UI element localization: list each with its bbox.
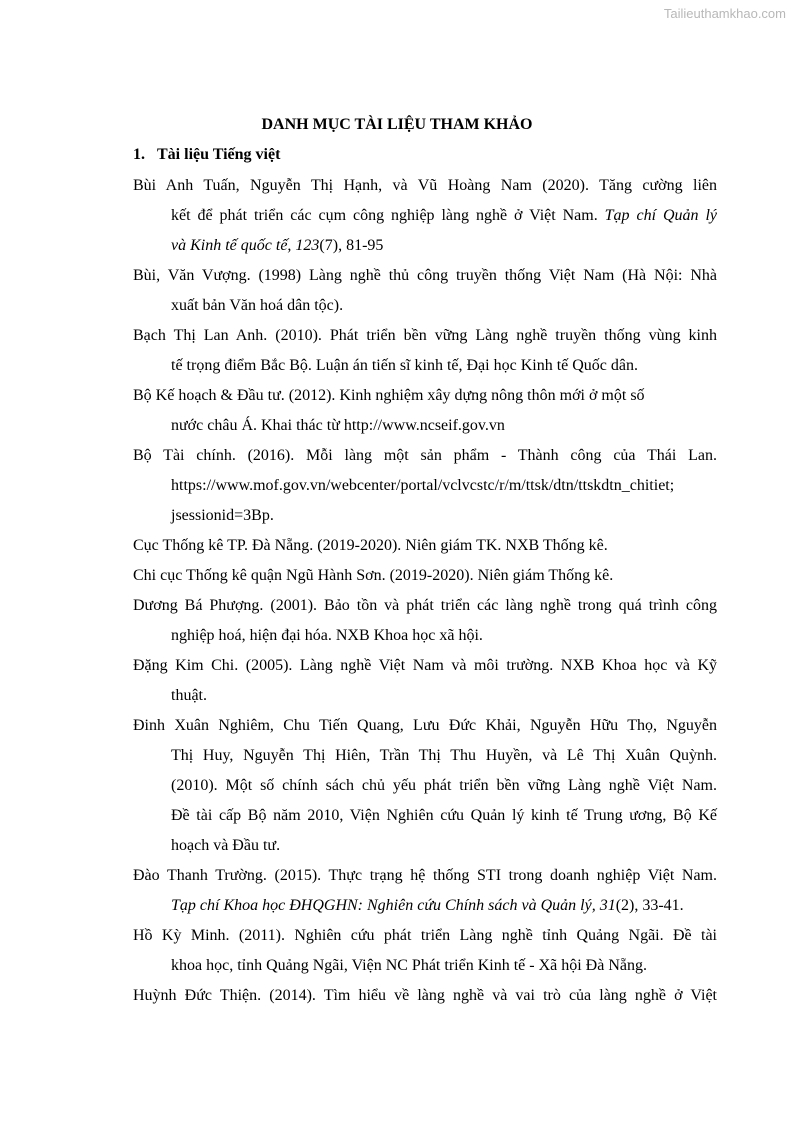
journal-name: Tạp chí Quản lý [604,207,718,224]
reference-text: (7), 81-95 [319,237,384,254]
reference-line [133,681,717,711]
reference-item [133,861,717,921]
reference-text: Cục Thống kê TP. Đà Nẵng. (2019-2020). Niên giám TK. NXB Thống kê. [133,537,608,554]
reference-text: Đinh Xuân Nghiêm, Chu Tiến Quang, Lưu Đức Khải, Nguyễn Hữu Thọ, Nguyễn [133,717,717,734]
section-heading [133,146,280,164]
reference-text: hoạch và Đầu tư. [171,837,281,854]
reference-text: Hồ Kỳ Minh. (2011). Nghiên cứu phát triển Làng nghề tỉnh Quảng Ngãi. Đề tài [133,927,717,944]
reference-text: Bộ Tài chính. (2016). Mỗi làng một sản phẩm - Thành công của Thái Lan. [133,447,717,464]
section-number: 1. [133,146,145,163]
reference-line [133,321,717,351]
reference-line [133,561,717,591]
reference-text: Dương Bá Phượng. (2001). Bảo tồn và phát triển các làng nghề trong quá trình công [133,597,717,614]
reference-line [133,951,717,981]
reference-line [133,261,717,291]
reference-link: https://www.mof.gov.vn/webcenter/portal/vclvcstc/r/m/ttsk/dtn/ttskdtn_chitiet; [171,477,675,494]
reference-line [133,591,717,621]
reference-item [133,531,717,561]
reference-text: Bùi, Văn Vượng. (1998) Làng nghề thủ công truyền thống Việt Nam (Hà Nội: Nhà [133,267,717,284]
reference-line [133,861,717,891]
reference-list [133,171,717,1011]
watermark: Tailieuthamkhao.com [663,6,786,21]
reference-text: xuất bản Văn hoá dân tộc). [171,297,344,314]
reference-line [133,231,717,261]
reference-text: tế trọng điểm Bắc Bộ. Luận án tiến sĩ kinh tế, Đại học Kinh tế Quốc dân. [171,357,638,374]
reference-line [133,351,717,381]
reference-line [133,831,717,861]
reference-line [133,441,717,471]
reference-item [133,171,717,261]
reference-text: kết để phát triển các cụm công nghiệp làng nghề ở Việt Nam. [171,207,605,224]
reference-text: jsessionid=3Bp. [171,507,274,524]
reference-line [133,651,717,681]
reference-text: khoa học, tỉnh Quảng Ngãi, Viện NC Phát triển Kinh tế - Xã hội Đà Nẵng. [171,957,647,974]
reference-text: Thị Huy, Nguyễn Thị Hiên, Trần Thị Thu Huyền, và Lê Thị Xuân Quỳnh. [171,747,717,764]
reference-text: Chi cục Thống kê quận Ngũ Hành Sơn. (2019-2020). Niên giám Thống kê. [133,567,614,584]
reference-line [133,771,717,801]
reference-text: Đào Thanh Trường. (2015). Thực trạng hệ thống STI trong doanh nghiệp Việt Nam. [133,867,717,884]
reference-text: Bộ Kế hoạch & Đầu tư. (2012). Kinh nghiệm xây dựng nông thôn mới ở một số [133,387,645,404]
reference-item [133,261,717,321]
reference-text: Bùi Anh Tuấn, Nguyễn Thị Hạnh, và Vũ Hoàng Nam (2020). Tăng cường liên [133,177,717,194]
reference-item [133,441,717,531]
section-label: Tài liệu Tiếng việt [157,146,281,163]
reference-item [133,561,717,591]
reference-line [133,171,717,201]
reference-line [133,411,717,441]
reference-item [133,711,717,861]
reference-line [133,711,717,741]
reference-text: (2), 33-41. [615,897,684,914]
reference-line [133,201,717,231]
reference-item [133,651,717,711]
reference-text: (2010). Một số chính sách chủ yếu phát triển bền vững Làng nghề Việt Nam. [171,777,717,794]
reference-text: nước châu Á. Khai thác từ http://www.ncseif.gov.vn [171,417,505,434]
reference-line [133,471,717,501]
reference-line [133,801,717,831]
reference-line [133,501,717,531]
reference-item [133,921,717,981]
reference-line [133,891,717,921]
reference-line [133,921,717,951]
reference-text: nghiệp hoá, hiện đại hóa. NXB Khoa học xã hội. [171,627,483,644]
page-title: DANH MỤC TÀI LIỆU THAM KHẢO [261,116,533,133]
reference-item [133,981,717,1011]
reference-line [133,531,717,561]
reference-item [133,381,717,441]
journal-name: Tạp chí Khoa học ĐHQGHN: Nghiên cứu Chính sách và Quản lý, 31 [171,897,616,914]
reference-text: Đề tài cấp Bộ năm 2010, Viện Nghiên cứu Quản lý kinh tế Trung ương, Bộ Kế [171,807,717,824]
reference-line [133,741,717,771]
reference-line [133,381,717,411]
reference-item [133,591,717,651]
reference-text: thuật. [171,687,207,704]
reference-text: Bạch Thị Lan Anh. (2010). Phát triển bền vững Làng nghề truyền thống vùng kinh [133,327,717,344]
reference-line [133,621,717,651]
reference-item [133,321,717,381]
reference-line [133,291,717,321]
journal-name: và Kinh tế quốc tế, 123 [171,237,320,254]
reference-text: Huỳnh Đức Thiện. (2014). Tìm hiểu về làng nghề và vai trò của làng nghề ở Việt [133,987,717,1004]
reference-line [133,981,717,1011]
reference-text: Đặng Kim Chi. (2005). Làng nghề Việt Nam và môi trường. NXB Khoa học và Kỹ [133,657,717,674]
